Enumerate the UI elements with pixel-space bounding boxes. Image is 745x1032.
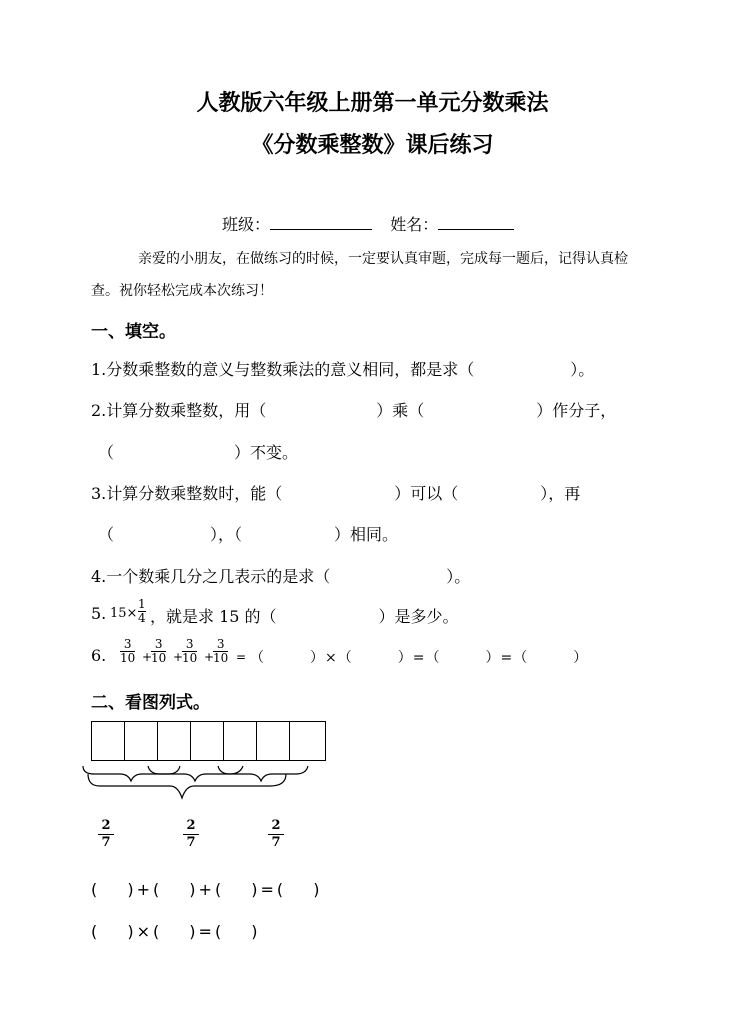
- question-2-line-2: [98, 440, 298, 463]
- question-5: [150, 604, 459, 627]
- q6-denominator: 10: [120, 651, 136, 665]
- q6-plus-1: +: [142, 650, 153, 664]
- q5-prefix: 5.: [91, 604, 107, 623]
- diagram-box-5: [223, 721, 257, 761]
- fraction-2-7-c: [268, 818, 284, 851]
- q1-end: ）。: [570, 360, 595, 379]
- question-1: [91, 357, 594, 380]
- fraction-denominator: 7: [271, 835, 281, 850]
- question-2-line-1: [91, 398, 616, 421]
- page-subtitle: 《分数乘整数》课后练习: [251, 133, 494, 158]
- q4-text: 4.一个数乘几分之几表示的是求（: [91, 567, 331, 586]
- answer-addition[interactable]: ( )+( )+( )=( ): [91, 880, 323, 899]
- q6-equals: =: [236, 650, 247, 664]
- q3-part-f: ）相同。: [334, 525, 399, 544]
- q5-denominator: 4: [138, 611, 146, 625]
- q5-fraction: [138, 598, 146, 625]
- info-line: [222, 212, 514, 235]
- fraction-numerator: 2: [101, 818, 111, 833]
- class-label: 班级：: [222, 215, 271, 234]
- section2-heading: 二、看图列式。: [91, 693, 210, 713]
- q6-numerator: 3: [123, 637, 132, 651]
- q2-part-a: 2.计算分数乘整数，用（: [91, 401, 267, 420]
- q6-numerator: 3: [216, 637, 225, 651]
- intro-line-1: 亲爱的小朋友，在做练习的时候，一定要认真审题，完成每一题后，记得认真检: [138, 251, 628, 267]
- diagram-braces: [80, 762, 320, 802]
- q5-end: ）是多少。: [378, 607, 459, 626]
- q6-fraction-2: [151, 638, 166, 665]
- diagram-box-7: [289, 721, 326, 761]
- q3-part-d: （: [98, 525, 115, 544]
- q6-blanks[interactable]: （ ）×（ ）=（ ）=（ ）: [250, 650, 589, 666]
- q6-numerator: 3: [185, 637, 194, 651]
- q6-fraction-4: [213, 638, 228, 665]
- q6-plus-2: +: [173, 650, 184, 664]
- q2-part-e: ）不变。: [234, 443, 299, 462]
- fraction-2-7-a: [98, 818, 114, 851]
- question-3-line-2: [98, 522, 398, 545]
- q3-part-c: ），再: [540, 484, 581, 503]
- fraction-numerator: 2: [271, 818, 281, 833]
- fraction-numerator: 2: [186, 818, 196, 833]
- diagram-box-2: [124, 721, 158, 761]
- q6-fraction-1: [120, 638, 135, 665]
- q6-plus-3: +: [204, 650, 215, 664]
- q5-text: ，就是求 15 的（: [150, 607, 277, 626]
- diagram-box-1: [91, 721, 125, 761]
- q3-part-a: 3.计算分数乘整数时，能（: [91, 484, 283, 503]
- class-blank[interactable]: [270, 215, 372, 230]
- q2-part-d: （: [98, 443, 115, 462]
- name-blank[interactable]: [438, 215, 514, 230]
- q6-denominator: 10: [182, 651, 198, 665]
- section1-heading: 一、填空。: [91, 322, 176, 342]
- diagram-box-4: [190, 721, 224, 761]
- q6-fraction-3: [182, 638, 197, 665]
- q2-part-c: ）作分子，: [536, 401, 617, 420]
- q6-denominator: 10: [151, 651, 167, 665]
- diagram-box-3: [157, 721, 191, 761]
- fraction-2-7-b: [183, 818, 199, 851]
- name-label: 姓名：: [390, 215, 439, 234]
- q5-whole: 15×: [110, 606, 138, 621]
- q3-part-b: ）可以（: [394, 484, 459, 503]
- fraction-denominator: 7: [186, 835, 196, 850]
- q6-denominator: 10: [213, 651, 229, 665]
- q4-end: ）。: [446, 567, 471, 586]
- diagram-box-6: [256, 721, 290, 761]
- page-title: 人教版六年级上册第一单元分数乘法: [196, 91, 549, 116]
- q6-numerator: 3: [154, 637, 163, 651]
- q5-numerator: 1: [138, 597, 146, 611]
- answer-multiplication[interactable]: ( )×( )=( ): [91, 922, 261, 941]
- fraction-denominator: 7: [101, 835, 111, 850]
- q3-part-e: ），（: [210, 525, 243, 544]
- question-3-line-1: [91, 481, 580, 504]
- q6-prefix: 6.: [91, 646, 107, 665]
- intro-line-2: 查。祝你轻松完成本次练习！: [91, 283, 273, 299]
- question-4: [91, 564, 470, 587]
- q1-text: 1.分数乘整数的意义与整数乘法的意义相同，都是求（: [91, 360, 475, 379]
- q2-part-b: ）乘（: [376, 401, 425, 420]
